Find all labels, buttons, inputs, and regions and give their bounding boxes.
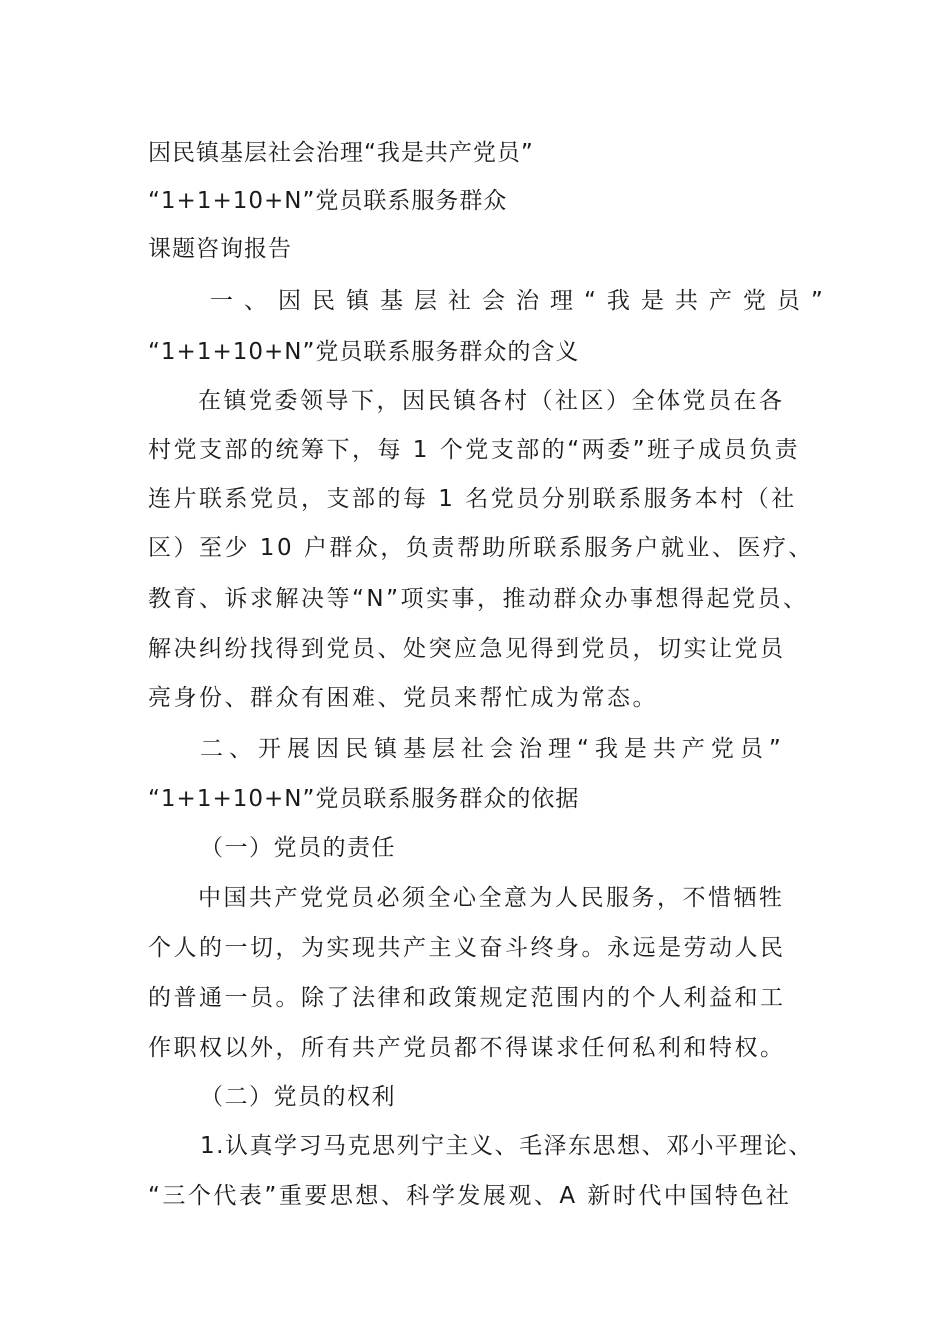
title-line-2: “1+1+10+N”党员联系服务群众: [148, 188, 508, 214]
subsection1-heading: （一）党员的责任: [200, 835, 396, 861]
section1-heading-line2: “1+1+10+N”党员联系服务群众的含义: [148, 339, 580, 365]
subsection1-body-line: 作职权以外，所有共产党员都不得谋求任何私利和特权。: [148, 1035, 786, 1061]
section1-body-line: 教育、诉求解决等“N”项实事，推动群众办事想得起党员、: [148, 586, 809, 612]
title-line-1: 因民镇基层社会治理“我是共产党员”: [148, 140, 534, 166]
section1-body-line: 解决纠纷找得到党员、处突应急见得到党员，切实让党员: [148, 636, 786, 662]
subsection2-body-line: “三个代表”重要思想、科学发展观、A 新时代中国特色社: [148, 1183, 792, 1209]
section1-heading-line1: 一、因民镇基层社会治理“我是共产党员”: [210, 288, 834, 314]
section1-body-line: 连片联系党员，支部的每 1 名党员分别联系服务本村（社: [148, 486, 797, 512]
section1-body-line: 在镇党委领导下，因民镇各村（社区）全体党员在各: [198, 388, 785, 414]
section1-body-line: 村党支部的统筹下，每 1 个党支部的“两委”班子成员负责: [148, 437, 801, 463]
subsection2-heading: （二）党员的权利: [200, 1084, 396, 1110]
title-line-3: 课题咨询报告: [148, 236, 292, 262]
section2-heading-line2: “1+1+10+N”党员联系服务群众的依据: [148, 786, 580, 812]
section2-heading-line1: 二、开展因民镇基层社会治理“我是共产党员”: [200, 736, 787, 762]
subsection1-body-line: 的普通一员。除了法律和政策规定范围内的个人利益和工: [148, 985, 786, 1011]
subsection1-body-line: 个人的一切，为实现共产主义奋斗终身。永远是劳动人民: [148, 935, 786, 961]
subsection1-body-line: 中国共产党党员必须全心全意为人民服务，不惜牺牲: [198, 885, 785, 911]
subsection2-body-line: 1.认真学习马克思列宁主义、毛泽东思想、邓小平理论、: [200, 1133, 813, 1159]
section1-body-line: 区）至少 10 户群众，负责帮助所联系服务户就业、医疗、: [148, 535, 814, 561]
section1-body-line: 亮身份、群众有困难、党员来帮忙成为常态。: [148, 685, 658, 711]
